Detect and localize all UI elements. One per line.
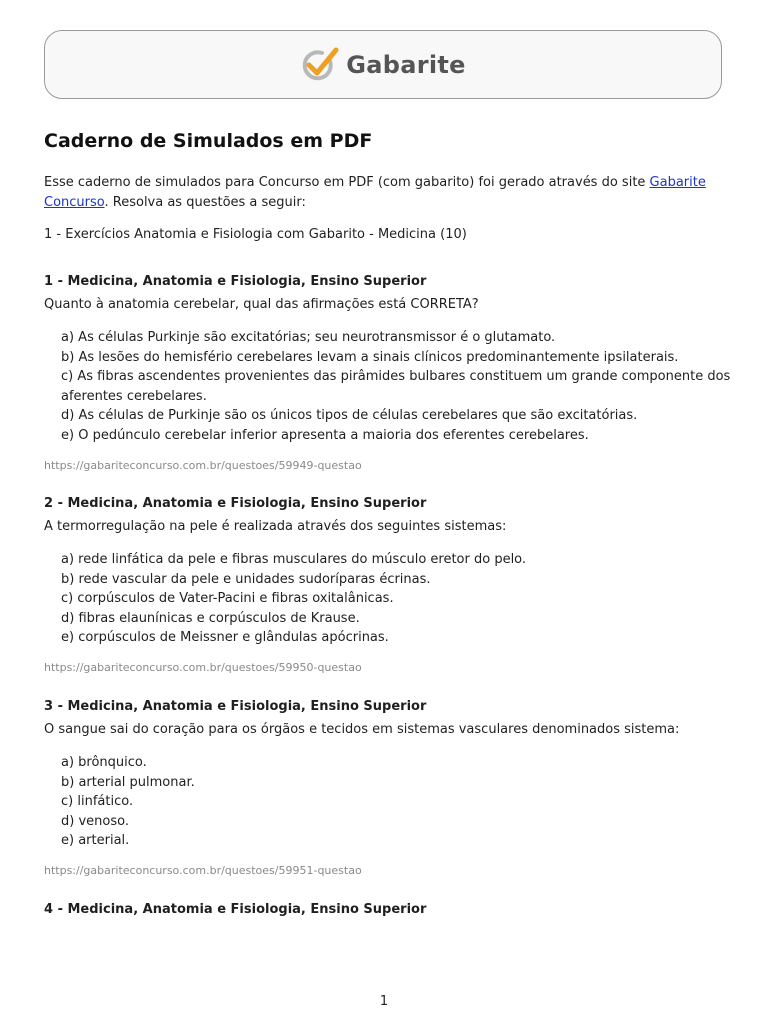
intro-paragraph xyxy=(44,173,724,213)
option-a: a) brônquico. xyxy=(61,755,147,770)
checkmark-icon xyxy=(300,47,340,83)
option-b: b) rede vascular da pele e unidades sudoríparas écrinas. xyxy=(61,571,431,587)
option-c: c) As fibras ascendentes provenientes das pirâmides bulbares constituem um grande componente dos aferentes cerebelares. xyxy=(61,369,731,404)
question-text: O sangue sai do coração para os órgãos e tecidos em sistemas vasculares denominados sistema: xyxy=(44,722,680,737)
options-list xyxy=(44,550,734,648)
gabarite-concurso-link[interactable]: Gabarite Concurso xyxy=(44,175,706,210)
option-d: d) venoso. xyxy=(61,813,129,829)
gabarite-logo xyxy=(300,47,465,83)
summary-line: 1 - Exercícios Anatomia e Fisiologia com Gabarito - Medicina (10) xyxy=(44,227,467,242)
option-e: e) O pedúnculo cerebelar inferior apresenta a maioria dos eferentes cerebelares. xyxy=(61,427,589,443)
question-block xyxy=(44,900,734,920)
intro-text-before: Esse caderno de simulados para Concurso em PDF (com gabarito) foi gerado através do site xyxy=(44,175,650,190)
question-text: Quanto à anatomia cerebelar, qual das afirmações está CORRETA? xyxy=(44,297,479,312)
options-list xyxy=(44,753,734,851)
question-block xyxy=(44,494,734,676)
option-e: e) arterial. xyxy=(61,833,130,849)
logo-text: Gabarite xyxy=(346,50,466,79)
page-number: 1 xyxy=(379,994,389,1009)
question-url[interactable]: https://gabariteconcurso.com.br/questoes/59949-questao xyxy=(44,458,362,472)
options-list xyxy=(44,328,734,446)
option-c: c) linfático. xyxy=(61,794,134,810)
question-heading: 4 - Medicina, Anatomia e Fisiologia, Ensino Superior xyxy=(44,902,427,917)
option-a: a) As células Purkinje são excitatórias; seu neurotransmissor é o glutamato. xyxy=(61,330,556,345)
header-banner xyxy=(44,30,722,99)
question-block xyxy=(44,272,734,474)
question-heading: 1 - Medicina, Anatomia e Fisiologia, Ensino Superior xyxy=(44,274,427,289)
question-block xyxy=(44,697,734,879)
option-b: b) As lesões do hemisfério cerebelares levam a sinais clínicos predominantemente ipsilaterais. xyxy=(61,349,679,365)
question-heading: 2 - Medicina, Anatomia e Fisiologia, Ensino Superior xyxy=(44,496,427,511)
option-a: a) rede linfática da pele e fibras musculares do músculo eretor do pelo. xyxy=(61,552,527,567)
question-url[interactable]: https://gabariteconcurso.com.br/questoes/59951-questao xyxy=(44,863,362,877)
option-c: c) corpúsculos de Vater-Pacini e fibras oxitalânicas. xyxy=(61,591,394,607)
option-e: e) corpúsculos de Meissner e glândulas apócrinas. xyxy=(61,630,389,646)
option-b: b) arterial pulmonar. xyxy=(61,774,195,790)
question-url[interactable]: https://gabariteconcurso.com.br/questoes/59950-questao xyxy=(44,660,362,674)
option-d: d) As células de Purkinje são os únicos tipos de células cerebelares que são excitatórias. xyxy=(61,408,638,424)
option-d: d) fibras elaunínicas e corpúsculos de Krause. xyxy=(61,610,360,626)
question-text: A termorregulação na pele é realizada através dos seguintes sistemas: xyxy=(44,519,507,534)
question-heading: 3 - Medicina, Anatomia e Fisiologia, Ensino Superior xyxy=(44,699,427,714)
page-title: Caderno de Simulados em PDF xyxy=(44,130,373,152)
intro-text-after: . Resolva as questões a seguir: xyxy=(104,195,306,210)
